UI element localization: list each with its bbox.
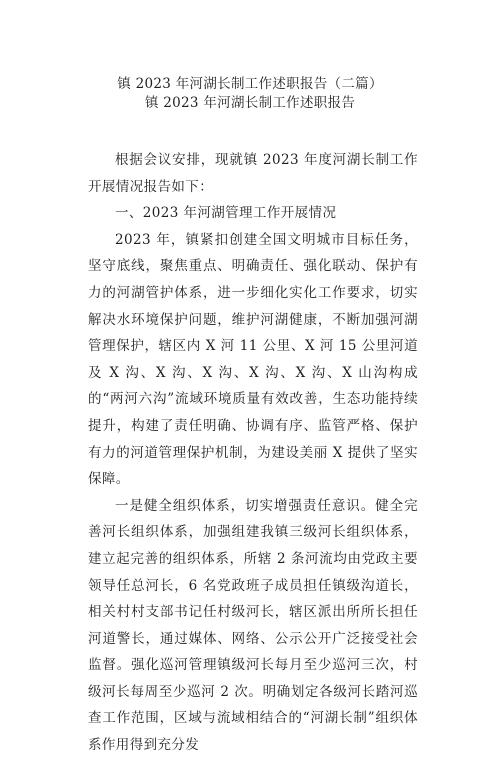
- document-subtitle: 镇 2023 年河湖长制工作述职报告: [144, 95, 356, 111]
- section-heading: 一、2023 年河湖管理工作开展情况: [115, 205, 337, 222]
- document-title: 镇 2023 年河湖长制工作述职报告（二篇）: [117, 76, 383, 92]
- intro-paragraph: 根据会议安排，现就镇 2023 年度河湖长制工作开展情况报告如下：: [88, 152, 418, 195]
- document-body: [88, 147, 418, 759]
- body-paragraph: 一是健全组织体系，切实增强责任意识。健全完善河长组织体系，加强组建我镇三级河长组织体系，建立起完善的组织体系，所辖 2 条河流均由党政主要领导任总河长，6 名党政班子成员担任镇级沟道长，相关村村支部书记任村级河长，辖区派出所所长担任河道警长，通过媒体、网络、公示公开广泛接受社会监督。强化巡河管理镇级河长每月至少巡河三次，村级河长每周至少巡河 2 次。明确划定各级河长踏河巡查工作范围，区域与流域相结合的“河湖长制”组织体系作用得到充分发: [88, 497, 418, 754]
- body-paragraph: 2023 年，镇紧扣创建全国文明城市目标任务，坚守底线，聚焦重点、明确责任、强化联动、保护有力的河湖管护体系，进一步细化实化工作要求，切实解决水环境保护问题，维护河湖健康，不断加强河湖管理保护，辖区内 X 河 11 公里、X 河 15 公里河道及 X 沟、X 沟、X 沟、X 沟、X 沟、X 山沟构成的“两河六沟”流域环境质量有效改善，生态功能持续提升，构建了责任明确、协调有序、监管严格、保护有力的河道管理保护机制，为建设美丽 X 提供了坚实保障。: [88, 231, 418, 488]
